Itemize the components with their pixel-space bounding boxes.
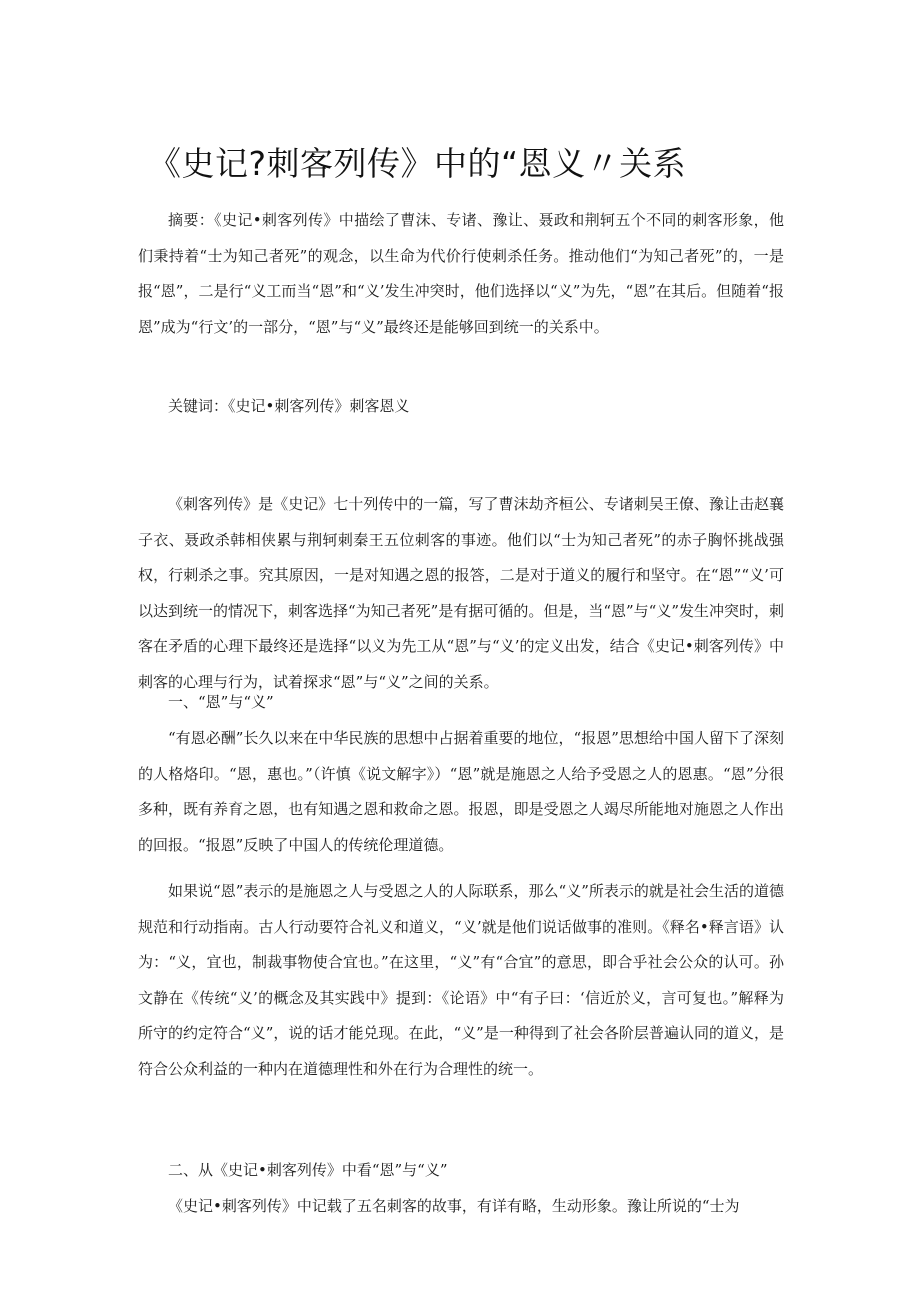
section-2-paragraph-1: 《史记•刺客列传》中记载了五名刺客的故事，有详有略，生动形象。豫让所说的“士为 [168,1197,740,1215]
section-1-paragraph-2: 如果说“恩”表示的是施恩之人与受恩之人的人际联系，那么“义”所表示的就是社会生活的道德规范和行动指南。古人行动要符合礼义和道义，“义’就是他们说话做事的准则。《释名•释言语》认为：“义，宜也，制裁事物使合宜也。”在这里，“义”有“合宜”的意思，即合乎社会公众的认可。孙文静在《传统“义’的概念及其实践中》提到：《论语》中“有子曰：‘信近於义，言可复也。”解释为所守的约定符合“义”，说的话才能兑现。在此，“义”是一种得到了社会各阶层普遍认同的道义，是符合公众利益的一种内在道德理性和外在行为合理性的统一。 [138,882,784,1078]
keywords-line: 关键词：《史记•刺客列传》刺客恩义 [168,397,410,415]
section-1-paragraph-1: “有恩必酬”长久以来在中华民族的思想中占据着重要的地位，“报恩”思想给中国人留下了深刻的人格烙印。“恩，惠也。”（许慎《说文解字》）“恩”就是施恩之人给予受恩之人的恩惠。“恩”分很多种，既有养育之恩，也有知遇之恩和救命之恩。报恩，即是受恩之人竭尽所能地对施恩之人作出的回报。“报恩”反映了中国人的传统伦理道德。 [138,729,784,854]
intro-paragraph: 《刺客列传》是《史记》七十列传中的一篇，写了曹沫劫齐桓公、专诸刺吴王僚、豫让击赵襄子衣、聂政杀韩相侠累与荆轲刺秦王五位刺客的事迹。他们以“士为知己者死”的赤子胸怀挑战强权，行刺杀之事。究其原因，一是对知遇之恩的报答，二是对于道义的履行和坚守。在“恩”“义’可以达到统一的情况下，刺客选择“为知己者死”是有据可循的。但是，当“恩”与“义”发生冲突时，刺客在矛盾的心理下最终还是选择“以义为先工从“恩”与“义’的定义出发，结合《史记•刺客列传》中刺客的心理与行为，试着探求“恩”与“义”之间的关系。 [138,495,785,691]
abstract-paragraph: 摘要：《史记•刺客列传》中描绘了曹沫、专诸、豫让、聂政和荆轲五个不同的刺客形象，他们秉持着“士为知己者死”的观念，以生命为代价行使刺杀任务。推动他们“为知己者死”的，一是报“恩”，二是行“义工而当“恩”和“义’发生冲突时，他们选择以“义”为先，“恩”在其后。但随着“报恩”成为“行文’的一部分，“恩”与“义”最终还是能够回到统一的关系中。 [138,211,784,336]
section-2-heading: 二、从《史记•刺客列传》中看“恩”与“义” [168,1161,448,1179]
document-title: 《史记?刺客列传》中的“恩义〃关系 [148,144,687,183]
section-1-heading: 一、“恩”与“义” [168,693,274,711]
